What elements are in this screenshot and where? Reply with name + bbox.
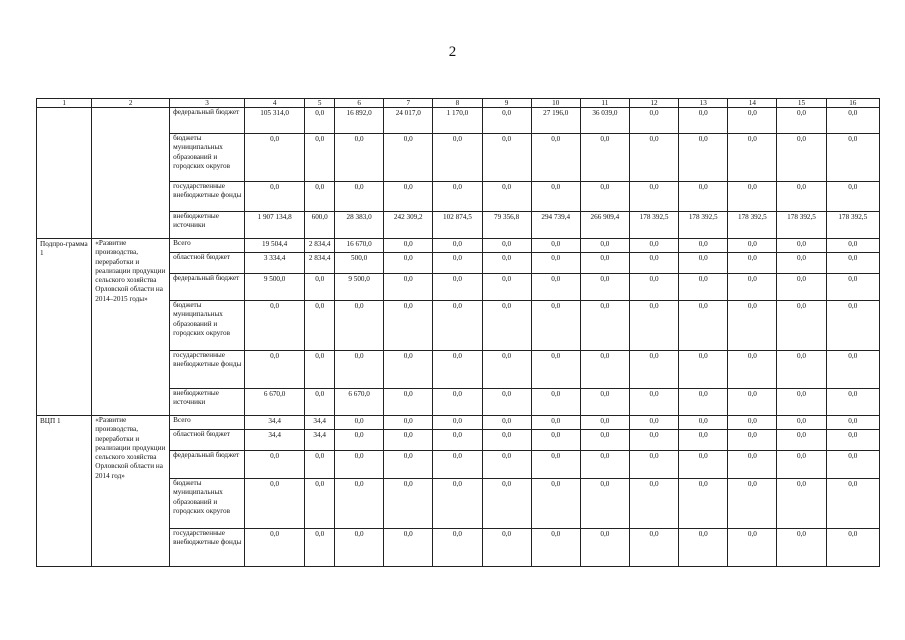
vcp1-row: [37, 416, 880, 430]
value-cell-col-15: 0,0: [777, 430, 826, 451]
column-number-4: 4: [244, 99, 304, 108]
value-cell-col-4: 34,4: [244, 416, 304, 430]
value-cell-col-15: 0,0: [777, 274, 826, 301]
value-cell-col-10: 0,0: [531, 430, 580, 451]
value-cell-col-12: 0,0: [629, 134, 678, 182]
value-cell-col-16: 0,0: [826, 253, 879, 274]
value-cell-col-11: 0,0: [580, 430, 629, 451]
value-cell-col-11: 0,0: [580, 301, 629, 351]
value-cell-col-9: 0,0: [482, 479, 531, 529]
column-number-9: 9: [482, 99, 531, 108]
value-cell-col-15: 0,0: [777, 253, 826, 274]
column-number-2: 2: [92, 99, 170, 108]
vcp1-name: «Развитие производства, переработки и реализации продукции сельского хозяйства Орловской области на 2014 год»: [92, 416, 170, 567]
value-cell-col-16: 0,0: [826, 351, 879, 389]
value-cell-col-12: 0,0: [629, 479, 678, 529]
value-cell-col-8: 0,0: [433, 239, 482, 253]
value-cell-col-4: 3 334,4: [244, 253, 304, 274]
value-cell-col-10: 0,0: [531, 239, 580, 253]
funding-source: областной бюджет: [170, 430, 245, 451]
value-cell-col-9: 0,0: [482, 351, 531, 389]
value-cell-col-14: 0,0: [728, 430, 777, 451]
value-cell-col-8: 0,0: [433, 416, 482, 430]
value-cell-col-13: 0,0: [679, 301, 728, 351]
column-number-14: 14: [728, 99, 777, 108]
value-cell-col-8: 0,0: [433, 301, 482, 351]
column-number-15: 15: [777, 99, 826, 108]
funding-source: Всего: [170, 416, 245, 430]
value-cell-col-11: 0,0: [580, 239, 629, 253]
value-cell-col-10: 0,0: [531, 182, 580, 212]
subprogram1-row: [37, 239, 880, 253]
value-cell-col-13: 0,0: [679, 253, 728, 274]
value-cell-col-12: 0,0: [629, 182, 678, 212]
value-cell-col-6: 28 383,0: [335, 212, 384, 239]
value-cell-col-4: 0,0: [244, 301, 304, 351]
value-cell-col-4: 105 314,0: [244, 108, 304, 134]
value-cell-col-5: 2 834,4: [305, 239, 335, 253]
value-cell-col-15: 0,0: [777, 351, 826, 389]
value-cell-col-16: 0,0: [826, 479, 879, 529]
funding-source: бюджеты муниципальных образований и городских округов: [170, 479, 245, 529]
value-cell-col-15: 178 392,5: [777, 212, 826, 239]
value-cell-col-4: 9 500,0: [244, 274, 304, 301]
value-cell-col-15: 0,0: [777, 134, 826, 182]
value-cell-col-9: 0,0: [482, 389, 531, 416]
value-cell-col-10: 0,0: [531, 479, 580, 529]
value-cell-col-11: 0,0: [580, 351, 629, 389]
value-cell-col-4: 19 504,4: [244, 239, 304, 253]
value-cell-col-15: 0,0: [777, 108, 826, 134]
column-number-8: 8: [433, 99, 482, 108]
value-cell-col-14: 0,0: [728, 529, 777, 567]
value-cell-col-8: 0,0: [433, 451, 482, 479]
value-cell-col-12: 0,0: [629, 451, 678, 479]
value-cell-col-7: 0,0: [384, 479, 433, 529]
column-number-6: 6: [335, 99, 384, 108]
value-cell-col-8: 0,0: [433, 134, 482, 182]
value-cell-col-8: 0,0: [433, 479, 482, 529]
budget-table: [36, 98, 880, 567]
value-cell-col-13: 0,0: [679, 182, 728, 212]
funding-source: федеральный бюджет: [170, 274, 245, 301]
value-cell-col-4: 0,0: [244, 351, 304, 389]
value-cell-col-14: 0,0: [728, 301, 777, 351]
value-cell-col-14: 0,0: [728, 351, 777, 389]
subprogram1-name: «Развитие производства, переработки и реализации продукции сельского хозяйства Орловской области на 2014–2015 годы»: [92, 239, 170, 416]
value-cell-col-11: 36 039,0: [580, 108, 629, 134]
value-cell-col-5: 600,0: [305, 212, 335, 239]
value-cell-col-12: 0,0: [629, 430, 678, 451]
funding-source: федеральный бюджет: [170, 108, 245, 134]
value-cell-col-9: 0,0: [482, 430, 531, 451]
value-cell-col-6: 0,0: [335, 301, 384, 351]
value-cell-col-11: 0,0: [580, 451, 629, 479]
funding-source: бюджеты муниципальных образований и городских округов: [170, 301, 245, 351]
value-cell-col-16: 0,0: [826, 389, 879, 416]
value-cell-col-11: 0,0: [580, 134, 629, 182]
value-cell-col-12: 0,0: [629, 416, 678, 430]
value-cell-col-4: 0,0: [244, 479, 304, 529]
value-cell-col-12: 0,0: [629, 239, 678, 253]
continuation-row: [37, 108, 880, 134]
value-cell-col-12: 0,0: [629, 389, 678, 416]
value-cell-col-11: 0,0: [580, 182, 629, 212]
value-cell-col-5: 0,0: [305, 351, 335, 389]
value-cell-col-5: 34,4: [305, 430, 335, 451]
value-cell-col-11: 266 909,4: [580, 212, 629, 239]
page-number: 2: [448, 44, 457, 60]
value-cell-col-6: 0,0: [335, 351, 384, 389]
value-cell-col-5: 0,0: [305, 301, 335, 351]
funding-source: бюджеты муниципальных образований и городских округов: [170, 134, 245, 182]
value-cell-col-8: 0,0: [433, 389, 482, 416]
value-cell-col-15: 0,0: [777, 239, 826, 253]
value-cell-col-10: 0,0: [531, 301, 580, 351]
value-cell-col-6: 500,0: [335, 253, 384, 274]
value-cell-col-11: 0,0: [580, 274, 629, 301]
column-number-5: 5: [305, 99, 335, 108]
value-cell-col-12: 0,0: [629, 351, 678, 389]
value-cell-col-5: 2 834,4: [305, 253, 335, 274]
column-number-13: 13: [679, 99, 728, 108]
value-cell-col-12: 0,0: [629, 108, 678, 134]
value-cell-col-14: 178 392,5: [728, 212, 777, 239]
value-cell-col-13: 0,0: [679, 430, 728, 451]
value-cell-col-14: 0,0: [728, 108, 777, 134]
value-cell-col-7: 0,0: [384, 239, 433, 253]
value-cell-col-7: 0,0: [384, 451, 433, 479]
value-cell-col-5: 0,0: [305, 529, 335, 567]
value-cell-col-4: 0,0: [244, 529, 304, 567]
value-cell-col-6: 0,0: [335, 430, 384, 451]
value-cell-col-7: 0,0: [384, 351, 433, 389]
value-cell-col-16: 0,0: [826, 301, 879, 351]
value-cell-col-16: 0,0: [826, 274, 879, 301]
value-cell-col-15: 0,0: [777, 479, 826, 529]
value-cell-col-6: 9 500,0: [335, 274, 384, 301]
value-cell-col-5: 0,0: [305, 182, 335, 212]
value-cell-col-9: 0,0: [482, 182, 531, 212]
value-cell-col-9: 0,0: [482, 451, 531, 479]
value-cell-col-8: 0,0: [433, 253, 482, 274]
value-cell-col-4: 6 670,0: [244, 389, 304, 416]
value-cell-col-15: 0,0: [777, 451, 826, 479]
value-cell-col-9: 0,0: [482, 239, 531, 253]
value-cell-col-14: 0,0: [728, 416, 777, 430]
value-cell-col-8: 0,0: [433, 274, 482, 301]
value-cell-col-6: 0,0: [335, 134, 384, 182]
column-number-12: 12: [629, 99, 678, 108]
column-number-10: 10: [531, 99, 580, 108]
value-cell-col-11: 0,0: [580, 529, 629, 567]
value-cell-col-16: 178 392,5: [826, 212, 879, 239]
value-cell-col-8: 0,0: [433, 430, 482, 451]
value-cell-col-14: 0,0: [728, 389, 777, 416]
value-cell-col-10: 0,0: [531, 134, 580, 182]
table-body: [37, 108, 880, 567]
value-cell-col-9: 0,0: [482, 134, 531, 182]
value-cell-col-6: 0,0: [335, 529, 384, 567]
value-cell-col-9: 0,0: [482, 301, 531, 351]
value-cell-col-12: 0,0: [629, 529, 678, 567]
value-cell-col-7: 0,0: [384, 301, 433, 351]
value-cell-col-7: 0,0: [384, 182, 433, 212]
value-cell-col-6: 16 892,0: [335, 108, 384, 134]
funding-source: государственные внебюджетные фонды: [170, 182, 245, 212]
value-cell-col-7: 0,0: [384, 389, 433, 416]
value-cell-col-16: 0,0: [826, 108, 879, 134]
value-cell-col-13: 0,0: [679, 479, 728, 529]
empty-name-cell: [92, 108, 170, 239]
value-cell-col-13: 0,0: [679, 351, 728, 389]
header-row: [37, 99, 880, 108]
column-number-16: 16: [826, 99, 879, 108]
column-number-1: 1: [37, 99, 92, 108]
funding-source: государственные внебюджетные фонды: [170, 529, 245, 567]
value-cell-col-14: 0,0: [728, 182, 777, 212]
value-cell-col-5: 0,0: [305, 479, 335, 529]
value-cell-col-14: 0,0: [728, 134, 777, 182]
value-cell-col-13: 0,0: [679, 134, 728, 182]
value-cell-col-10: 0,0: [531, 389, 580, 416]
funding-source: внебюджетные источники: [170, 389, 245, 416]
value-cell-col-14: 0,0: [728, 479, 777, 529]
value-cell-col-15: 0,0: [777, 389, 826, 416]
column-number-11: 11: [580, 99, 629, 108]
value-cell-col-6: 16 670,0: [335, 239, 384, 253]
value-cell-col-16: 0,0: [826, 416, 879, 430]
value-cell-col-13: 0,0: [679, 239, 728, 253]
value-cell-col-4: 1 907 134,8: [244, 212, 304, 239]
funding-source: федеральный бюджет: [170, 451, 245, 479]
value-cell-col-6: 6 670,0: [335, 389, 384, 416]
value-cell-col-10: 0,0: [531, 274, 580, 301]
value-cell-col-7: 242 309,2: [384, 212, 433, 239]
value-cell-col-15: 0,0: [777, 182, 826, 212]
value-cell-col-11: 0,0: [580, 253, 629, 274]
value-cell-col-16: 0,0: [826, 134, 879, 182]
funding-source: внебюджетные источники: [170, 212, 245, 239]
value-cell-col-4: 34,4: [244, 430, 304, 451]
empty-code-cell: [37, 108, 92, 239]
value-cell-col-7: 0,0: [384, 529, 433, 567]
value-cell-col-13: 178 392,5: [679, 212, 728, 239]
value-cell-col-4: 0,0: [244, 182, 304, 212]
value-cell-col-13: 0,0: [679, 274, 728, 301]
value-cell-col-7: 0,0: [384, 416, 433, 430]
value-cell-col-10: 27 196,0: [531, 108, 580, 134]
value-cell-col-6: 0,0: [335, 451, 384, 479]
value-cell-col-16: 0,0: [826, 451, 879, 479]
value-cell-col-16: 0,0: [826, 529, 879, 567]
value-cell-col-13: 0,0: [679, 389, 728, 416]
funding-source: областной бюджет: [170, 253, 245, 274]
column-number-7: 7: [384, 99, 433, 108]
vcp1-code: ВЦП 1: [37, 416, 92, 567]
value-cell-col-4: 0,0: [244, 451, 304, 479]
value-cell-col-6: 0,0: [335, 182, 384, 212]
value-cell-col-4: 0,0: [244, 134, 304, 182]
value-cell-col-14: 0,0: [728, 274, 777, 301]
value-cell-col-8: 102 874,5: [433, 212, 482, 239]
value-cell-col-9: 79 356,8: [482, 212, 531, 239]
value-cell-col-8: 0,0: [433, 529, 482, 567]
value-cell-col-14: 0,0: [728, 253, 777, 274]
value-cell-col-15: 0,0: [777, 301, 826, 351]
column-number-3: 3: [170, 99, 245, 108]
value-cell-col-13: 0,0: [679, 451, 728, 479]
subprogram1-code: Подпро-грамма 1: [37, 239, 92, 416]
value-cell-col-11: 0,0: [580, 389, 629, 416]
value-cell-col-5: 0,0: [305, 274, 335, 301]
value-cell-col-7: 0,0: [384, 430, 433, 451]
value-cell-col-9: 0,0: [482, 274, 531, 301]
value-cell-col-8: 0,0: [433, 351, 482, 389]
value-cell-col-8: 0,0: [433, 182, 482, 212]
value-cell-col-12: 178 392,5: [629, 212, 678, 239]
value-cell-col-12: 0,0: [629, 274, 678, 301]
value-cell-col-7: 24 017,0: [384, 108, 433, 134]
value-cell-col-6: 0,0: [335, 479, 384, 529]
funding-source: государственные внебюджетные фонды: [170, 351, 245, 389]
value-cell-col-7: 0,0: [384, 274, 433, 301]
value-cell-col-6: 0,0: [335, 416, 384, 430]
value-cell-col-11: 0,0: [580, 416, 629, 430]
funding-source: Всего: [170, 239, 245, 253]
value-cell-col-9: 0,0: [482, 108, 531, 134]
value-cell-col-7: 0,0: [384, 134, 433, 182]
value-cell-col-10: 0,0: [531, 529, 580, 567]
value-cell-col-11: 0,0: [580, 479, 629, 529]
value-cell-col-7: 0,0: [384, 253, 433, 274]
value-cell-col-16: 0,0: [826, 430, 879, 451]
value-cell-col-8: 1 170,0: [433, 108, 482, 134]
value-cell-col-16: 0,0: [826, 239, 879, 253]
value-cell-col-15: 0,0: [777, 529, 826, 567]
value-cell-col-10: 0,0: [531, 451, 580, 479]
value-cell-col-13: 0,0: [679, 108, 728, 134]
value-cell-col-12: 0,0: [629, 253, 678, 274]
value-cell-col-15: 0,0: [777, 416, 826, 430]
value-cell-col-5: 0,0: [305, 389, 335, 416]
value-cell-col-12: 0,0: [629, 301, 678, 351]
value-cell-col-10: 0,0: [531, 416, 580, 430]
value-cell-col-10: 0,0: [531, 253, 580, 274]
value-cell-col-9: 0,0: [482, 529, 531, 567]
value-cell-col-16: 0,0: [826, 182, 879, 212]
value-cell-col-14: 0,0: [728, 451, 777, 479]
value-cell-col-10: 294 739,4: [531, 212, 580, 239]
value-cell-col-13: 0,0: [679, 529, 728, 567]
value-cell-col-9: 0,0: [482, 253, 531, 274]
value-cell-col-9: 0,0: [482, 416, 531, 430]
value-cell-col-10: 0,0: [531, 351, 580, 389]
value-cell-col-5: 34,4: [305, 416, 335, 430]
value-cell-col-14: 0,0: [728, 239, 777, 253]
value-cell-col-13: 0,0: [679, 416, 728, 430]
value-cell-col-5: 0,0: [305, 134, 335, 182]
value-cell-col-5: 0,0: [305, 451, 335, 479]
value-cell-col-5: 0,0: [305, 108, 335, 134]
